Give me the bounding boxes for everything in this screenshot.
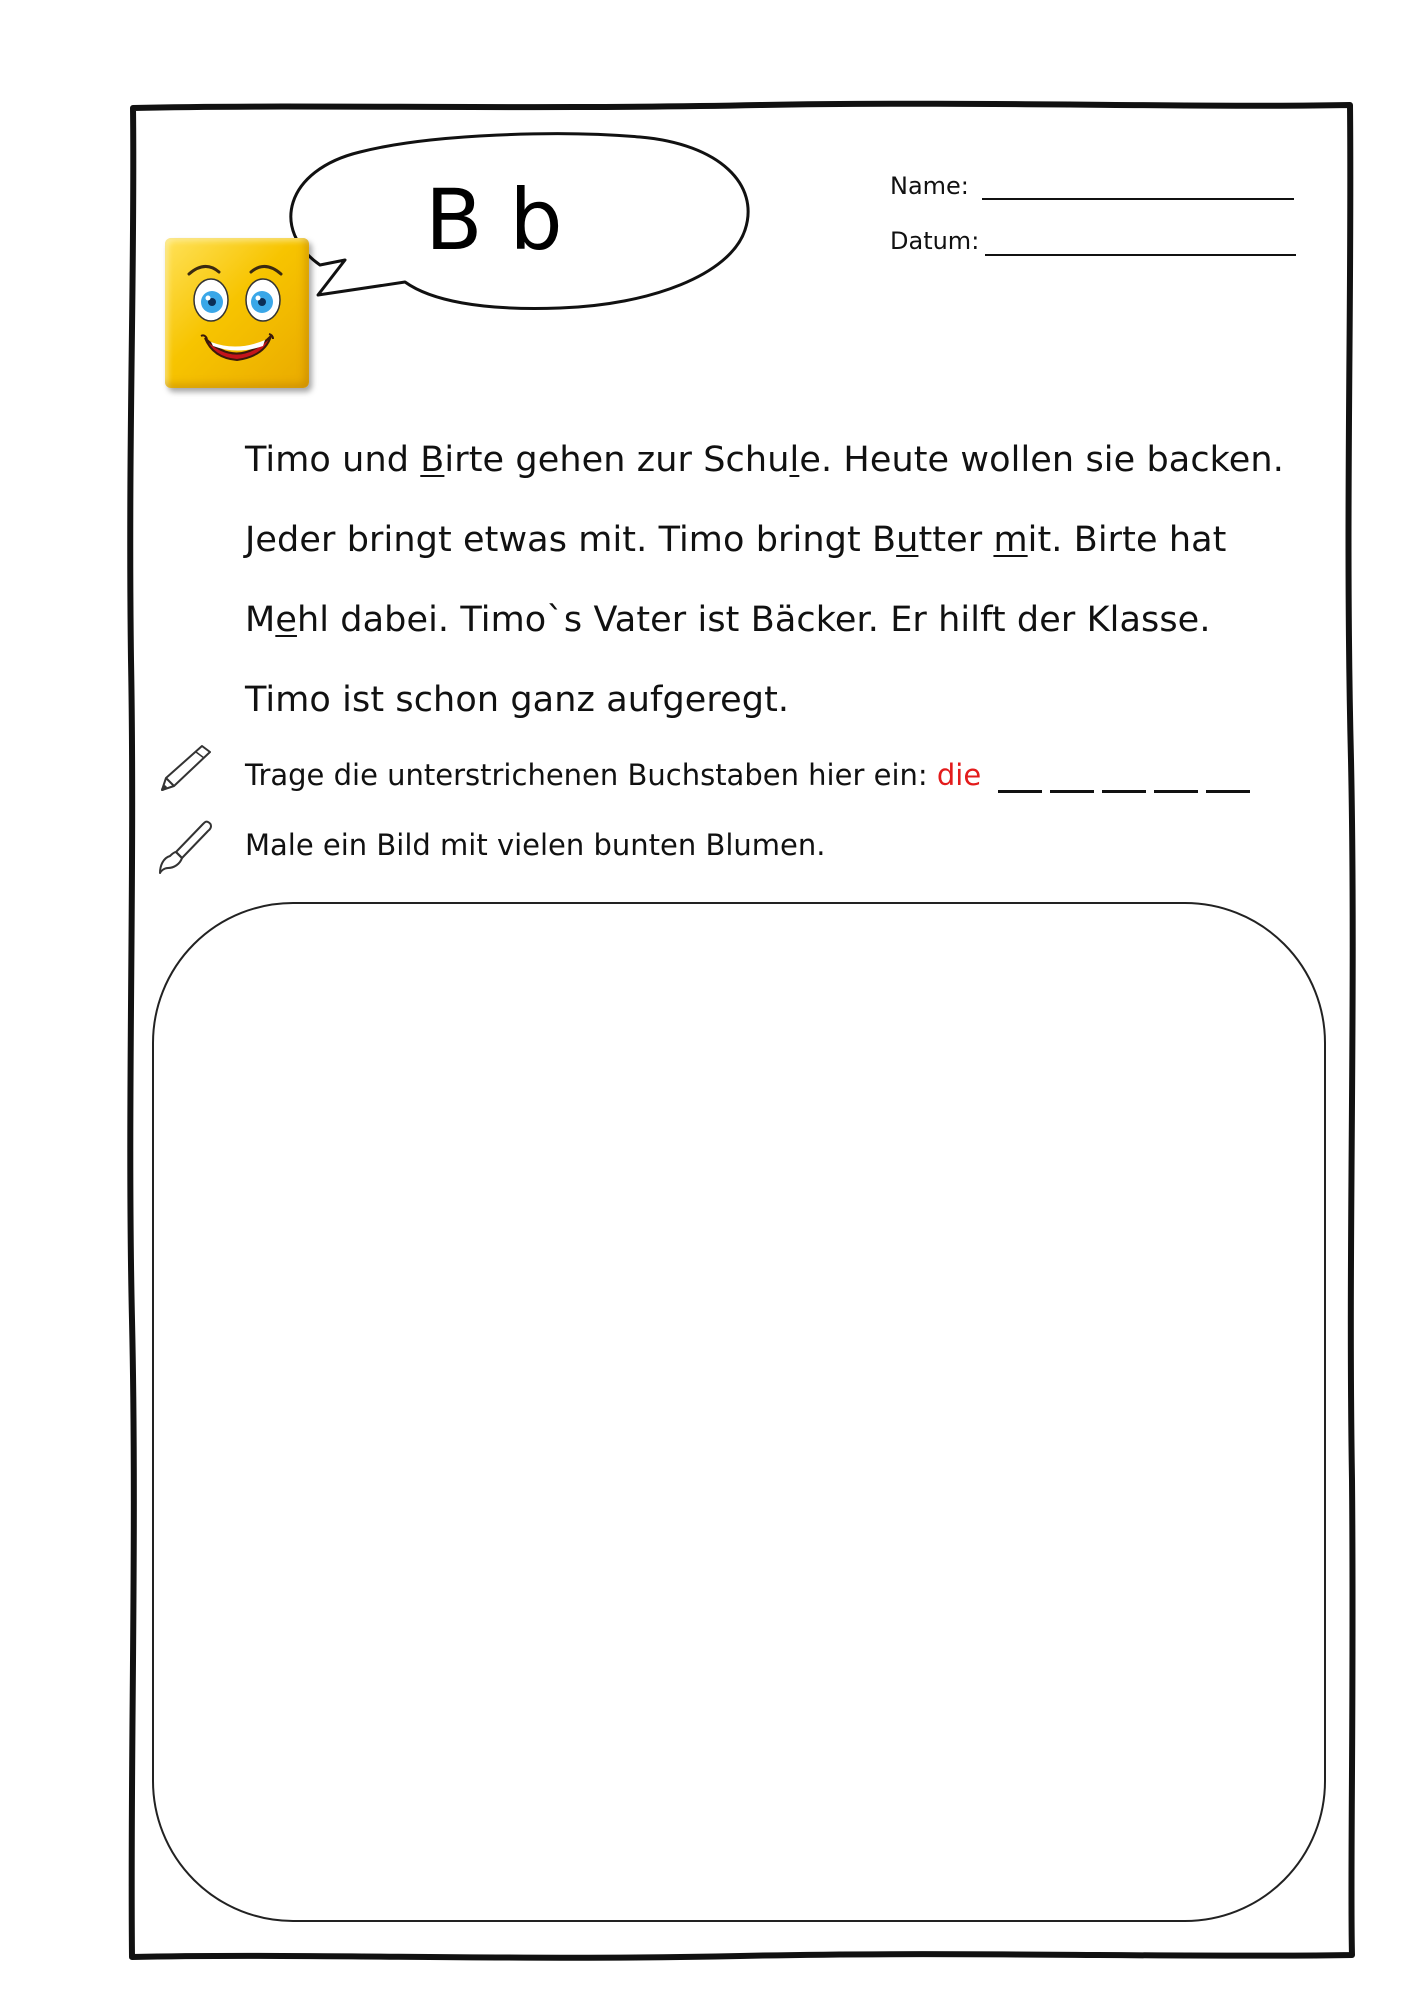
paintbrush-icon <box>158 818 214 880</box>
story-text-segment: tter <box>918 520 994 560</box>
underlined-letter: l <box>789 440 800 480</box>
story-line <box>245 520 1227 560</box>
answer-prefix: die <box>936 758 982 792</box>
name-field[interactable] <box>982 198 1294 200</box>
answer-blank[interactable] <box>1102 790 1146 793</box>
answer-blank[interactable] <box>1050 790 1094 793</box>
smiley-block-icon <box>165 238 309 388</box>
task-write-label: Trage die unterstrichenen Buchstaben hier ein: <box>245 758 928 792</box>
underlined-letter: e <box>275 600 297 640</box>
story-text-segment: Timo ist schon ganz aufgeregt. <box>245 680 790 720</box>
story-line <box>245 680 789 720</box>
date-field[interactable] <box>985 254 1296 256</box>
underlined-letter: B <box>420 440 445 480</box>
underlined-letter: m <box>993 520 1028 560</box>
story-text-segment: Jeder bringt etwas mit. Timo bringt B <box>245 520 897 560</box>
answer-blank[interactable] <box>998 790 1042 793</box>
story-line <box>245 600 1211 640</box>
underlined-letter: u <box>896 520 919 560</box>
answer-blank[interactable] <box>1154 790 1198 793</box>
answer-blank[interactable] <box>1206 790 1250 793</box>
story-text-segment: M <box>245 600 276 640</box>
name-label: Name: <box>890 172 969 200</box>
letter-heading: B b <box>425 171 563 269</box>
story-line <box>245 440 1284 480</box>
story-text-segment: irte gehen zur Schu <box>444 440 790 480</box>
story-text-segment: hl dabei. Timo`s Vater ist Bäcker. Er hilft der Klasse. <box>296 600 1211 640</box>
pen-icon <box>158 742 214 798</box>
drawing-area <box>153 903 1325 1921</box>
story-text-segment: Timo und <box>245 440 421 480</box>
story-text-segment: e. Heute wollen sie backen. <box>799 440 1284 480</box>
answer-blanks[interactable] <box>990 758 1250 792</box>
story-text-segment: it. Birte hat <box>1027 520 1227 560</box>
date-label: Datum: <box>890 227 980 255</box>
task-write <box>245 758 1250 792</box>
task-draw: Male ein Bild mit vielen bunten Blumen. <box>245 828 826 862</box>
